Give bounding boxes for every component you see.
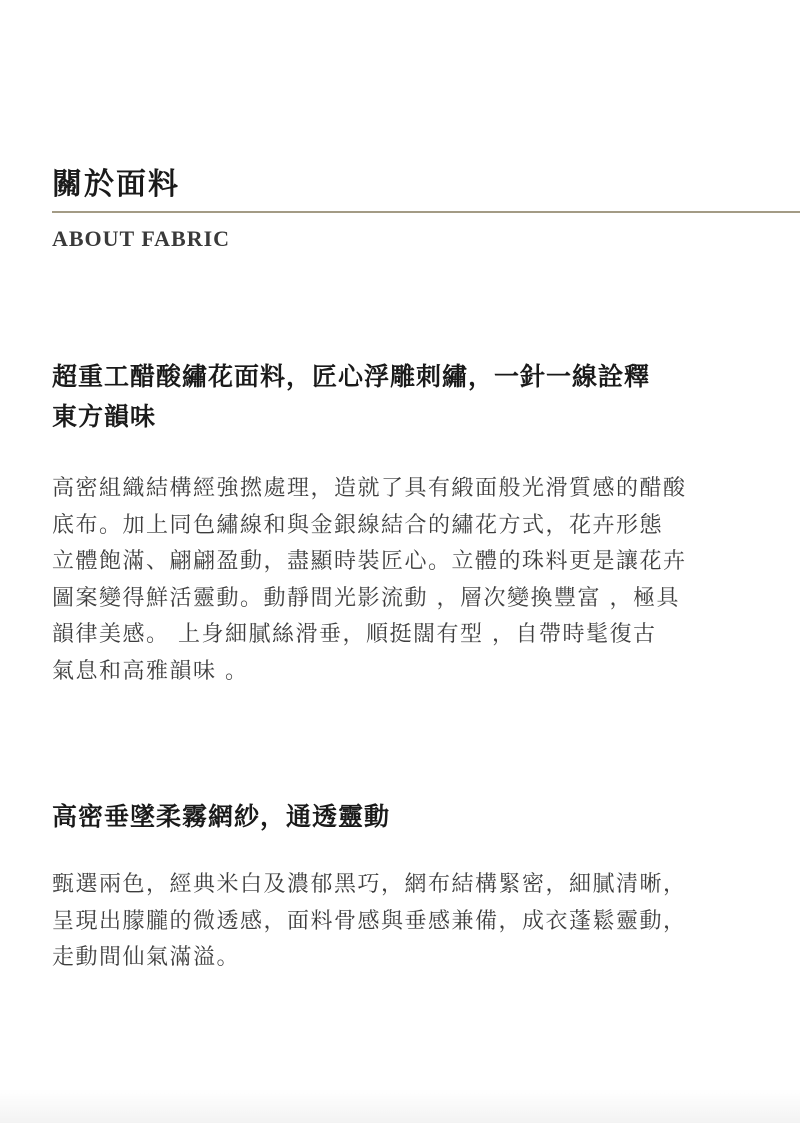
page-subtitle: ABOUT FABRIC: [52, 226, 231, 251]
body-line: 韻律美感。 上身細膩絲滑垂，順挺闊有型 ，自帶時髦復古: [52, 622, 657, 647]
body-line: 底布。加上同色繡線和與金銀線結合的繡花方式，花卉形態: [52, 512, 664, 538]
section-heading-embroidery: [52, 357, 752, 437]
heading-line: 超重工醋酸繡花面料，匠心浮雕刺繡，一針一線詮釋: [52, 362, 651, 391]
body-line: 甄選兩色，經典米白及濃郁黑巧，網布結構緊密，細膩清晰，: [52, 872, 687, 897]
body-line: 氣息和高雅韻味 。: [52, 658, 249, 684]
heading-line: 東方韻味: [52, 402, 157, 431]
page-title: 關於面料: [52, 167, 180, 202]
body-line: 圖案變得鮮活靈動。動靜間光影流動 ，層次變換豐富 ，極具: [52, 585, 680, 611]
body-line: 走動間仙氣滿溢。: [52, 945, 241, 970]
section-body-mesh: [52, 867, 764, 977]
body-line: 高密組織結構經強撚處理，造就了具有緞面般光滑質感的醋酸: [52, 476, 687, 501]
body-line: 立體飽滿、翩翩盈動，盡顯時裝匠心。立體的珠料更是讓花卉: [52, 549, 687, 574]
body-line: 呈現出朦朧的微透感，面料骨感與垂感兼備，成衣蓬鬆靈動，: [52, 908, 687, 934]
section-heading-mesh: [52, 797, 752, 837]
heading-line: 高密垂墜柔霧網紗，通透靈動: [52, 802, 391, 831]
title-divider: [52, 211, 800, 213]
section-body-embroidery: [52, 471, 764, 690]
